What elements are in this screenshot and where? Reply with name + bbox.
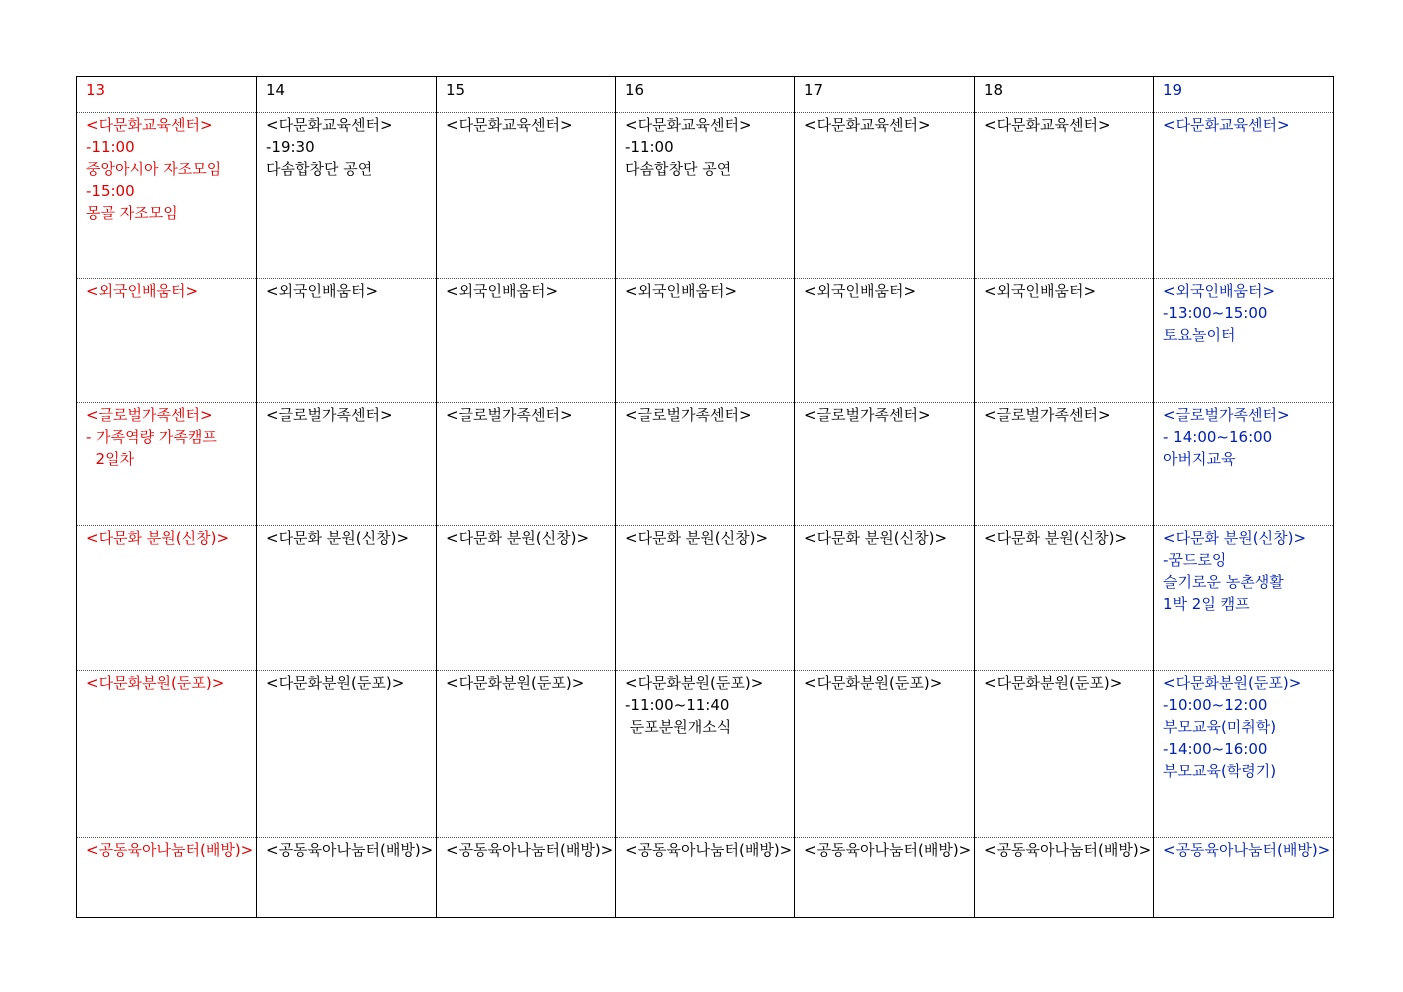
- venue-label: <다문화교육센터>: [446, 116, 573, 134]
- schedule-cell-day-17: [795, 403, 975, 526]
- event-text: 슬기로운 농촌생활: [1163, 573, 1284, 591]
- venue-label: <다문화 분원(신창)>: [804, 529, 948, 547]
- event-text: 몽골 자조모임: [86, 204, 178, 222]
- schedule-cell-day-13: [77, 403, 257, 526]
- schedule-cell-day-19: [1154, 113, 1334, 279]
- day-14-header: 14: [257, 77, 437, 113]
- event-text: 2일차: [86, 450, 135, 468]
- venue-label: <글로벌가족센터>: [1163, 406, 1290, 424]
- event-text: - 가족역량 가족캠프: [86, 428, 217, 446]
- event-text: -꿈드로잉: [1163, 551, 1227, 569]
- schedule-cell-day-19: [1154, 671, 1334, 838]
- venue-label: <다문화교육센터>: [804, 116, 931, 134]
- venue-label: <다문화교육센터>: [1163, 116, 1290, 134]
- venue-label: <외국인배움터>: [625, 282, 738, 300]
- venue-label: <글로벌가족센터>: [984, 406, 1111, 424]
- venue-label: <외국인배움터>: [86, 282, 199, 300]
- schedule-cell-day-14: [257, 403, 437, 526]
- dunpo-branch-row: [77, 671, 1334, 838]
- schedule-cell-day-15: [437, 838, 616, 918]
- schedule-cell-day-13: [77, 526, 257, 671]
- venue-label: <다문화분원(둔포)>: [625, 674, 764, 692]
- schedule-cell-day-13: [77, 838, 257, 918]
- schedule-cell-day-16: [616, 279, 795, 403]
- childcare-row: [77, 838, 1334, 918]
- schedule-cell-day-14: [257, 671, 437, 838]
- schedule-cell-day-13: [77, 113, 257, 279]
- venue-label: <다문화 분원(신창)>: [446, 529, 590, 547]
- venue-label: <외국인배움터>: [984, 282, 1097, 300]
- venue-label: <다문화분원(둔포)>: [984, 674, 1123, 692]
- education-center-row: [77, 113, 1334, 279]
- event-text: -11:00: [625, 138, 674, 156]
- schedule-cell-day-16: [616, 838, 795, 918]
- schedule-cell-day-17: [795, 838, 975, 918]
- venue-label: <다문화 분원(신창)>: [625, 529, 769, 547]
- calendar-week-table: [76, 76, 1334, 918]
- event-text: -13:00~15:00: [1163, 304, 1268, 322]
- event-text: 중앙아시아 자조모임: [86, 160, 222, 178]
- event-text: 토요놀이터: [1163, 326, 1236, 344]
- venue-label: <공동육아나눔터(배방)>: [446, 841, 614, 859]
- venue-label: <글로벌가족센터>: [266, 406, 393, 424]
- schedule-cell-day-15: [437, 403, 616, 526]
- schedule-cell-day-15: [437, 279, 616, 403]
- schedule-cell-day-16: [616, 526, 795, 671]
- venue-label: <다문화분원(둔포)>: [446, 674, 585, 692]
- venue-label: <다문화 분원(신창)>: [86, 529, 230, 547]
- venue-label: <공동육아나눔터(배방)>: [984, 841, 1152, 859]
- schedule-cell-day-15: [437, 671, 616, 838]
- venue-label: <다문화분원(둔포)>: [266, 674, 405, 692]
- global-family-row: [77, 403, 1334, 526]
- venue-label: <다문화분원(둔포)>: [804, 674, 943, 692]
- event-text: -11:00: [86, 138, 135, 156]
- venue-label: <다문화분원(둔포)>: [86, 674, 225, 692]
- venue-label: <공동육아나눔터(배방)>: [266, 841, 434, 859]
- schedule-cell-day-16: [616, 403, 795, 526]
- event-text: 부모교육(학령기): [1163, 762, 1277, 780]
- schedule-cell-day-18: [975, 113, 1154, 279]
- event-text: -11:00~11:40: [625, 696, 730, 714]
- schedule-cell-day-18: [975, 526, 1154, 671]
- schedule-cell-day-14: [257, 838, 437, 918]
- schedule-cell-day-19: [1154, 403, 1334, 526]
- schedule-cell-day-15: [437, 113, 616, 279]
- schedule-cell-day-18: [975, 838, 1154, 918]
- venue-label: <다문화분원(둔포)>: [1163, 674, 1302, 692]
- day-17-header: 17: [795, 77, 975, 113]
- schedule-cell-day-14: [257, 526, 437, 671]
- schedule-cell-day-17: [795, 671, 975, 838]
- venue-label: <글로벌가족센터>: [446, 406, 573, 424]
- venue-label: <공동육아나눔터(배방)>: [804, 841, 972, 859]
- schedule-cell-day-18: [975, 279, 1154, 403]
- schedule-cell-day-13: [77, 279, 257, 403]
- foreigner-school-row: [77, 279, 1334, 403]
- day-19-header: 19: [1154, 77, 1334, 113]
- venue-label: <다문화교육센터>: [266, 116, 393, 134]
- schedule-cell-day-13: [77, 671, 257, 838]
- schedule-cell-day-14: [257, 113, 437, 279]
- venue-label: <공동육아나눔터(배방)>: [625, 841, 793, 859]
- schedule-cell-day-18: [975, 671, 1154, 838]
- venue-label: <글로벌가족센터>: [804, 406, 931, 424]
- venue-label: <다문화교육센터>: [86, 116, 213, 134]
- schedule-cell-day-15: [437, 526, 616, 671]
- event-text: 다솜합창단 공연: [266, 160, 373, 178]
- sinchang-branch-row: [77, 526, 1334, 671]
- event-text: -19:30: [266, 138, 315, 156]
- schedule-cell-day-18: [975, 403, 1154, 526]
- event-text: 부모교육(미취학): [1163, 718, 1277, 736]
- venue-label: <다문화교육센터>: [625, 116, 752, 134]
- event-text: 다솜합창단 공연: [625, 160, 732, 178]
- schedule-cell-day-17: [795, 113, 975, 279]
- venue-label: <글로벌가족센터>: [86, 406, 213, 424]
- schedule-cell-day-16: [616, 671, 795, 838]
- schedule-cell-day-19: [1154, 526, 1334, 671]
- venue-label: <다문화 분원(신창)>: [1163, 529, 1307, 547]
- venue-label: <외국인배움터>: [1163, 282, 1276, 300]
- venue-label: <글로벌가족센터>: [625, 406, 752, 424]
- schedule-cell-day-19: [1154, 279, 1334, 403]
- venue-label: <다문화교육센터>: [984, 116, 1111, 134]
- day-15-header: 15: [437, 77, 616, 113]
- event-text: -15:00: [86, 182, 135, 200]
- event-text: 아버지교육: [1163, 450, 1236, 468]
- event-text: - 14:00~16:00: [1163, 428, 1273, 446]
- day-number-row: [77, 77, 1334, 113]
- venue-label: <외국인배움터>: [266, 282, 379, 300]
- schedule-cell-day-17: [795, 279, 975, 403]
- venue-label: <다문화 분원(신창)>: [266, 529, 410, 547]
- event-text: 둔포분원개소식: [625, 718, 732, 736]
- schedule-cell-day-19: [1154, 838, 1334, 918]
- day-16-header: 16: [616, 77, 795, 113]
- calendar-body: [77, 77, 1334, 918]
- venue-label: <외국인배움터>: [804, 282, 917, 300]
- day-18-header: 18: [975, 77, 1154, 113]
- event-text: -10:00~12:00: [1163, 696, 1268, 714]
- day-13-header: 13: [77, 77, 257, 113]
- venue-label: <다문화 분원(신창)>: [984, 529, 1128, 547]
- event-text: -14:00~16:00: [1163, 740, 1268, 758]
- venue-label: <공동육아나눔터(배방)>: [86, 841, 254, 859]
- schedule-cell-day-14: [257, 279, 437, 403]
- venue-label: <외국인배움터>: [446, 282, 559, 300]
- schedule-cell-day-17: [795, 526, 975, 671]
- event-text: 1박 2일 캠프: [1163, 595, 1250, 613]
- venue-label: <공동육아나눔터(배방)>: [1163, 841, 1331, 859]
- schedule-cell-day-16: [616, 113, 795, 279]
